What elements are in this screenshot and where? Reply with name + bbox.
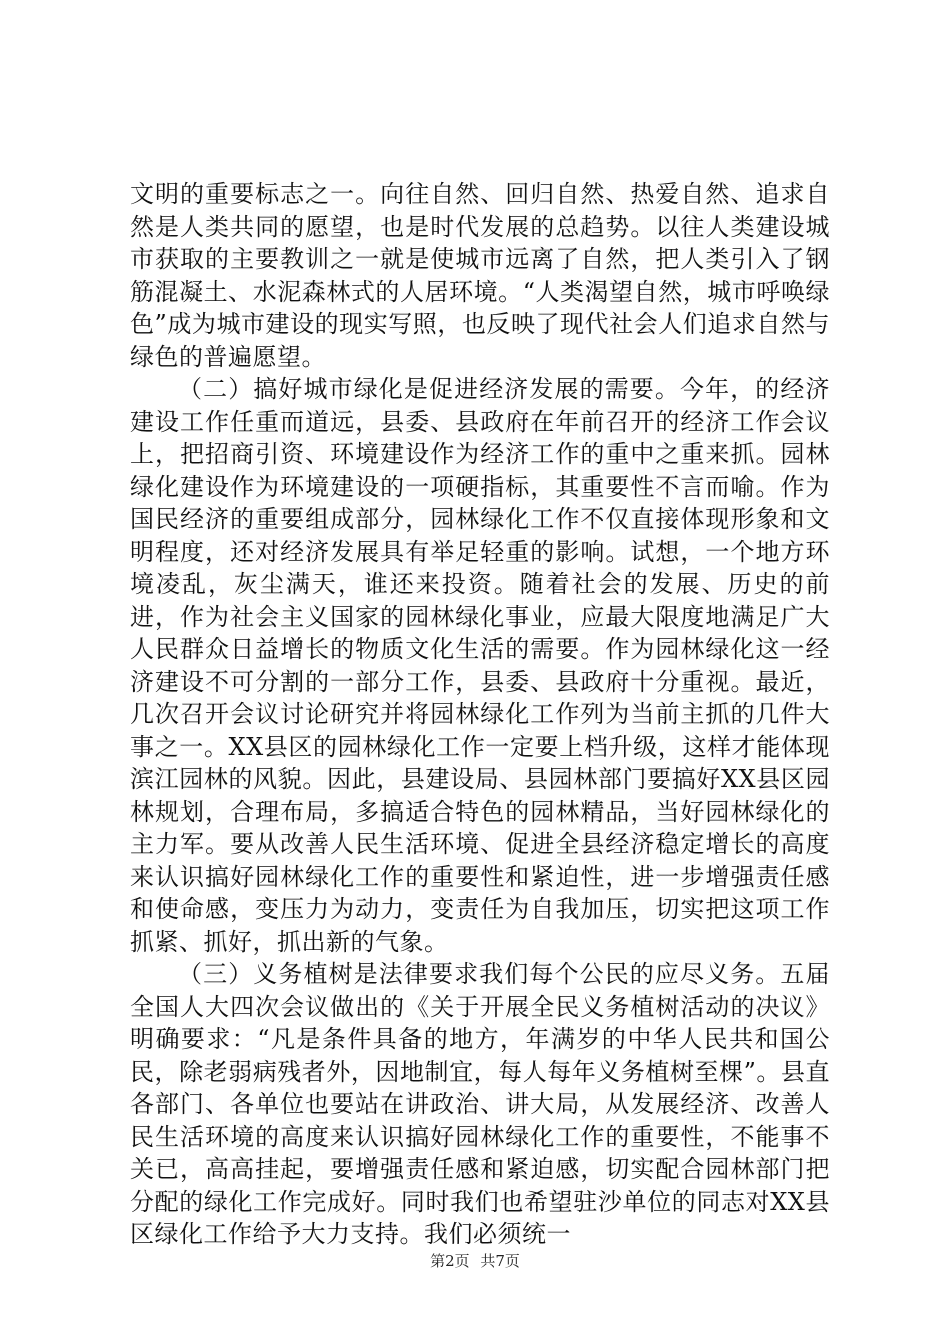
paragraph-1: 文明的重要标志之一。向往自然、回归自然、热爱自然、追求自然是人类共同的愿望，也是时代发展的总趋势。以往人类建设城市获取的主要教训之一就是使城市远离了自然，把人类引入了钢筋混凝土、水泥森林式的人居环境。“人类渴望自然，城市呼唤绿色”成为城市建设的现实写照，也反映了现代社会人们追求自然与绿色的普遍愿望。	[130, 180, 830, 371]
paragraph-3: （三）义务植树是法律要求我们每个公民的应尽义务。五届全国人大四次会议做出的《关于开展全民义务植树活动的决议》明确要求：“凡是条件具备的地方，年满岁的中华人民共和国公民，除老弱病残者外，因地制宜，每人每年义务植树至棵”。县直各部门、各单位也要站在讲政治、讲大局，从发展经济、改善人民生活环境的高度来认识搞好园林绿化工作的重要性，不能事不关已，高高挂起，要增强责任感和紧迫感，切实配合园林部门把分配的绿化工作完成好。同时我们也希望驻沙单位的同志对XX县区绿化工作给予大力支持。我们必须统一	[130, 960, 830, 1248]
total-page-count: 共7页	[480, 1252, 520, 1270]
paragraph-2: （二）搞好城市绿化是促进经济发展的需要。今年，的经济建设工作任重而道远，县委、县政府在年前召开的经济工作会议上，把招商引资、环境建设作为经济工作的重中之重来抓。园林绿化建设作为环境建设的一项硬指标，其重要性不言而喻。作为国民经济的重要组成部分，园林绿化工作不仅直接体现形象和文明程度，还对经济发展具有举足轻重的影响。试想，一个地方环境凌乱，灰尘满天，谁还来投资。随着社会的发展、历史的前进，作为社会主义国家的园林绿化事业，应最大限度地满足广大人民群众日益增长的物质文化生活的需要。作为园林绿化这一经济建设不可分割的一部分工作，县委、县政府十分重视。最近，几次召开会议讨论研究并将园林绿化工作列为当前主抓的几件大事之一。XX县区的园林绿化工作一定要上档升级，这样才能体现滨江园林的风貌。因此，县建设局、县园林部门要搞好XX县区园林规划，合理布局，多搞适合特色的园林精品，当好园林绿化的主力军。要从改善人民生活环境、促进全县经济稳定增长的高度来认识搞好园林绿化工作的重要性和紧迫性，进一步增强责任感和使命感，变压力为动力，变责任为自我加压，切实把这项工作抓紧、抓好，抓出新的气象。	[130, 375, 830, 956]
current-page-number: 第2页	[430, 1252, 470, 1270]
document-body	[130, 178, 830, 1251]
page-footer	[0, 1250, 950, 1271]
